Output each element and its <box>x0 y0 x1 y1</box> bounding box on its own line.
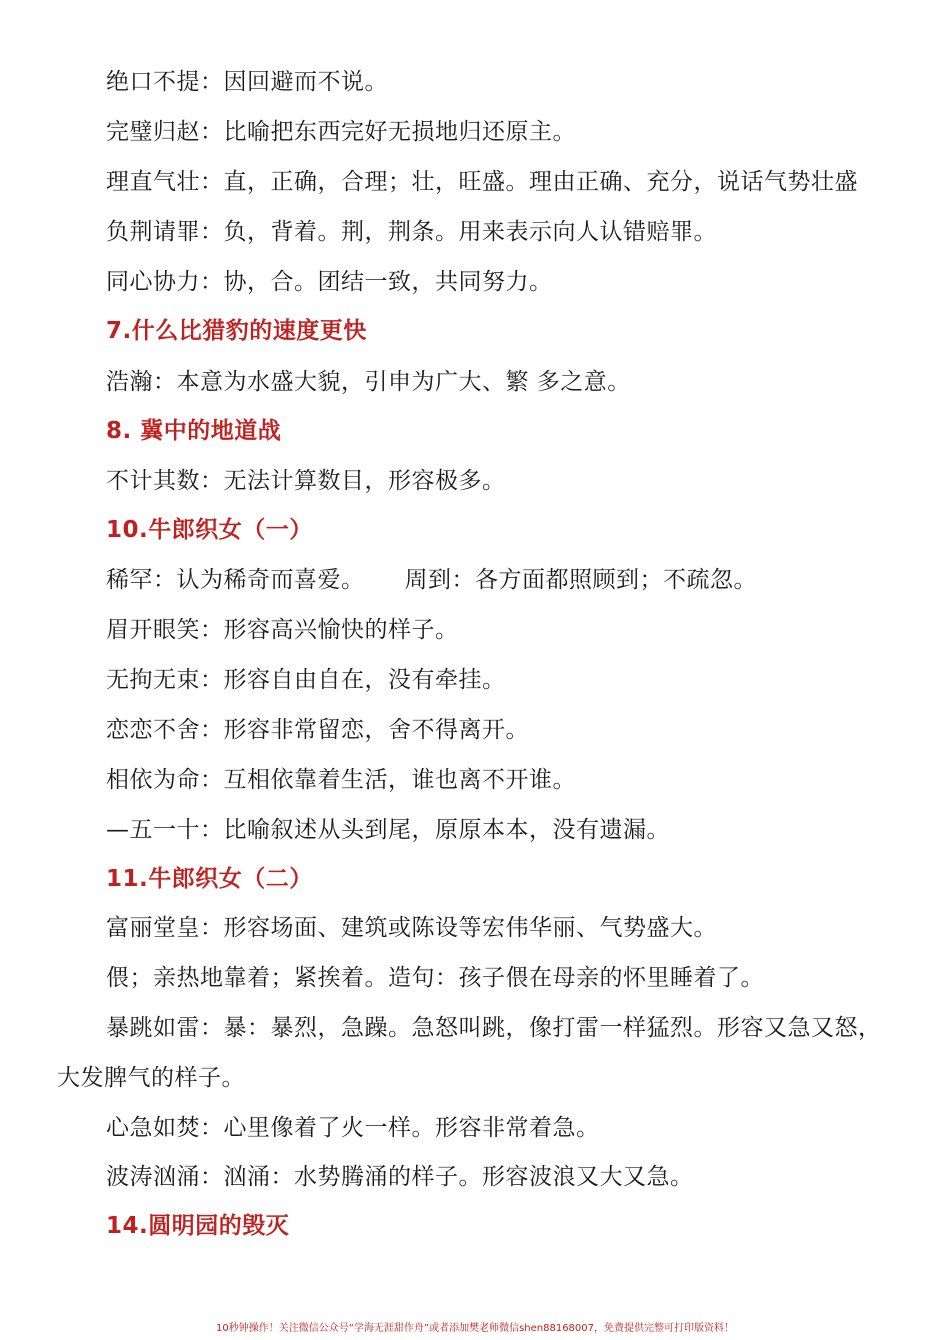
idiom-line-continuation: 大发脾气的样子。 <box>57 1065 245 1091</box>
idiom-line: —五一十：比喻叙述从头到尾，原原本本，没有遗漏。 <box>106 817 670 843</box>
footer-notice: 10秒钟操作！关注微信公众号“学海无涯甜作舟”或者添加樊老师微信shen88168007，免费提供完整可打印版资料！ <box>215 1323 735 1334</box>
idiom-line: 相依为命：互相依靠着生活，谁也离不开谁。 <box>106 767 576 793</box>
idiom-line: 不计其数：无法计算数目，形容极多。 <box>106 468 506 494</box>
lesson-heading: 10.牛郎织女（一） <box>106 517 313 543</box>
lesson-heading: 7.什么比猎豹的速度更快 <box>106 318 367 344</box>
idiom-line: 完璧归赵：比喻把东西完好无损地归还原主。 <box>106 119 576 145</box>
idiom-line: 绝口不提：因回避而不说。 <box>106 69 388 95</box>
idiom-line: 无拘无束：形容自由自在，没有牵挂。 <box>106 667 506 693</box>
word-definition: 稀罕：认为稀奇而喜爱。 <box>106 567 365 593</box>
lesson-heading: 14.圆明园的毁灭 <box>106 1213 290 1239</box>
idiom-line: 理直气壮：直，正确，合理；壮，旺盛。理由正确、充分，说话气势壮盛 <box>106 169 858 195</box>
idiom-line <box>106 564 757 596</box>
idiom-line: 富丽堂皇：形容场面、建筑或陈设等宏伟华丽、气势盛大。 <box>106 915 717 941</box>
idiom-line: 眉开眼笑：形容高兴愉快的样子。 <box>106 617 459 643</box>
word-definition: 周到：各方面都照顾到；不疏忽。 <box>404 567 757 593</box>
idiom-line: 偎；亲热地靠着；紧挨着。造句：孩子偎在母亲的怀里睡着了。 <box>106 965 764 991</box>
idiom-line: 波涛汹涌：汹涌：水势腾涌的样子。形容波浪又大又急。 <box>106 1164 694 1190</box>
idiom-line: 负荆请罪：负，背着。荆，荆条。用来表示向人认错赔罪。 <box>106 219 717 245</box>
idiom-line: 同心协力：协，合。团结一致，共同努力。 <box>106 269 553 295</box>
lesson-heading: 8. 冀中的地道战 <box>106 418 282 444</box>
lesson-heading: 11.牛郎织女（二） <box>106 866 313 892</box>
idiom-line: 心急如焚：心里像着了火一样。形容非常着急。 <box>106 1115 600 1141</box>
idiom-line: 暴跳如雷：暴：暴烈，急躁。急怒叫跳，像打雷一样猛烈。形容又急又怒， <box>106 1015 882 1041</box>
idiom-line: 浩瀚：本意为水盛大貌，引申为广大、繁 多之意。 <box>106 369 631 395</box>
idiom-line: 恋恋不舍：形容非常留恋，舍不得离开。 <box>106 717 529 743</box>
